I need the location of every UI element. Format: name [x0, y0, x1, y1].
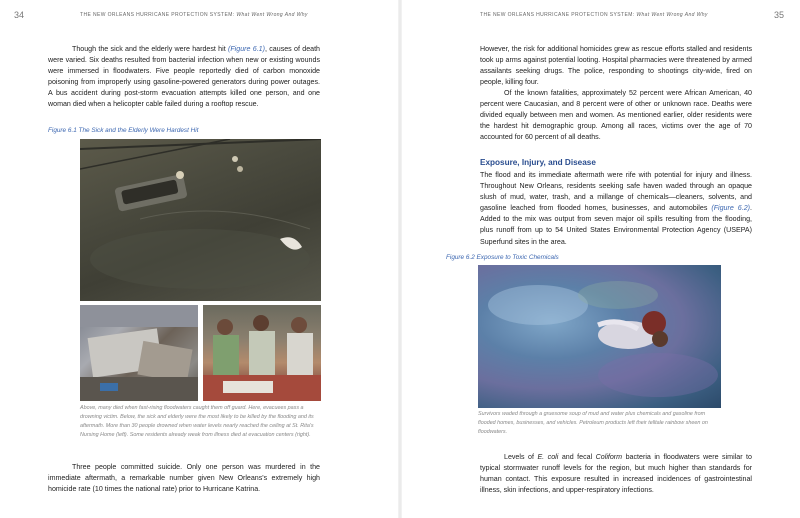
section-heading: Exposure, Injury, and Disease — [480, 158, 596, 167]
right-paragraph-4: Levels of E. coli and fecal Coliform bacteria in floodwaters were similar to typical stormwater runoff levels for the region, but much higher than standards for human contact. This exposure resulted in increased incidences of gastrointestinal illness, skin infections, and upper-respiratory infections. — [480, 453, 752, 495]
nursing-home-image — [80, 305, 198, 401]
figure-6-1-label: Figure 6.1 The Sick and the Elderly Were Hardest Hit — [48, 127, 199, 134]
right-paragraph-1: However, the risk for additional homicides grew as rescue efforts stalled and residents took up arms against potential looting. Hospital pharmacies were threatened by armed assailants seeking drugs. The police, responding to shootings city-wide, fired on people, killing four. — [480, 45, 752, 87]
figure-6-1-ref[interactable]: (Figure 6.1) — [227, 45, 265, 53]
right-paragraph-2: Of the known fatalities, approximately 52 percent were African American, 40 percent were Caucasian, and 8 percent were of other or unknown race. Deaths were divided equally between men and women. As mentioned earlier, older residents were the hardest hit demographic group. Among all races, victims over the age of 70 accounted for 60 percent of all deaths. — [480, 89, 752, 142]
figure-6-1-caption: Above, many died when fast-rising floodwaters caught them off guard. Here, evacuees pass a drowning victim. Below, the sick and elderly were the most likely to be killed by the flooding and its aftermath. More than 30 people drowned when water levels nearly reached the ceiling at St. Rita's Nursing Home (left). Some residents already weak from illness died at evacuation centers (right). — [80, 405, 314, 439]
left-page-number: 34 — [14, 10, 25, 20]
left-paragraph-1: Though the sick and the elderly were hardest hit (Figure 6.1), causes of death were varied. Six deaths resulted from bacterial infection when new or existing wounds were immersed in floodwaters. Five people reportedly died of carbon monoxide poisoning from improperly using gasoline-powered generators during power outages. A bus accident during post-storm evacuation attempts killed one person, and one woman died when a helicopter cable failed during a rooftop rescue. — [48, 45, 321, 109]
left-running-head: THE NEW ORLEANS HURRICANE PROTECTION SYSTEM: What Went Wrong And Why — [80, 12, 308, 18]
right-page — [400, 0, 800, 518]
left-paragraph-2: Three people committed suicide. Only one person was murdered in the immediate aftermath, a remarkable number given New Orleans's extremely high homicide rate (10 times the national rate) prior to Hurricane Katrina. — [48, 463, 320, 494]
evacuation-center-photo — [203, 305, 321, 401]
figure-6-2-label: Figure 6.2 Exposure to Toxic Chemicals — [446, 254, 559, 261]
figure-6-2-ref[interactable]: (Figure 6.2) — [711, 204, 751, 213]
flood-photo — [80, 139, 321, 301]
figure-6-2-caption: Survivors waded through a gruesome soup of mud and water plus chemicals and gasoline from flooded homes, businesses, and vehicles. Petroleum products left their telltale rainbow sheen on floodwaters. — [478, 411, 708, 436]
toxic-water-photo — [478, 265, 721, 408]
right-running-head: THE NEW ORLEANS HURRICANE PROTECTION SYSTEM: What Went Wrong And Why — [480, 12, 708, 18]
right-paragraph-3: The flood and its immediate aftermath were rife with potential for injury and illness. Throughout New Orleans, residents seeking safe haven waded through an opaque slush of mud, water, trash, and a millange of chemicals—cleaners, solvents, and gasoline leached from flooded homes, businesses, and automobiles (Figure 6.2). Added to the mix was output from seven major oil spills resulting from the flooding, plus runoff from up to 54 United States Environmental Protection Agency (USEPA) Superfund sites in the area. — [480, 171, 752, 246]
toxic-water-image — [478, 265, 721, 408]
nursing-home-photo — [80, 305, 198, 401]
flood-scene-image — [80, 139, 321, 301]
right-page-number: 35 — [774, 10, 785, 20]
evacuation-center-image — [203, 305, 321, 401]
